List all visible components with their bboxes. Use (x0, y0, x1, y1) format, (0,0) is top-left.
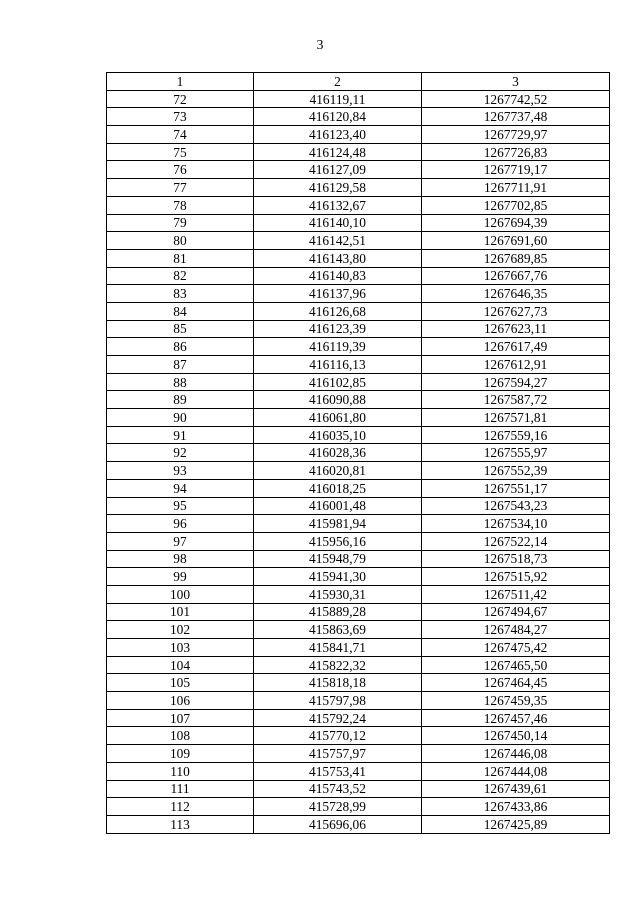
y-coordinate-cell: 1267623,11 (422, 320, 610, 338)
table-row (107, 639, 610, 657)
x-coordinate-cell: 415743,52 (254, 780, 422, 798)
x-coordinate-cell: 415792,24 (254, 709, 422, 727)
table-row (107, 497, 610, 515)
table-row (107, 745, 610, 763)
x-coordinate-cell: 416129,58 (254, 179, 422, 197)
y-coordinate-cell: 1267450,14 (422, 727, 610, 745)
x-coordinate-cell: 416137,96 (254, 285, 422, 303)
y-coordinate-cell: 1267627,73 (422, 302, 610, 320)
x-coordinate-cell: 415728,99 (254, 798, 422, 816)
point-number-cell: 80 (107, 232, 254, 250)
table-row (107, 267, 610, 285)
point-number-cell: 107 (107, 709, 254, 727)
x-coordinate-cell: 416142,51 (254, 232, 422, 250)
table-header-row (107, 73, 610, 91)
table-row (107, 656, 610, 674)
y-coordinate-cell: 1267711,91 (422, 179, 610, 197)
table-row (107, 727, 610, 745)
table-row (107, 320, 610, 338)
table-row (107, 108, 610, 126)
y-coordinate-cell: 1267552,39 (422, 462, 610, 480)
point-number-cell: 86 (107, 338, 254, 356)
x-coordinate-cell: 415981,94 (254, 515, 422, 533)
x-coordinate-cell: 416035,10 (254, 426, 422, 444)
y-coordinate-cell: 1267646,35 (422, 285, 610, 303)
y-coordinate-cell: 1267543,23 (422, 497, 610, 515)
point-number-cell: 75 (107, 143, 254, 161)
page-number: 3 (316, 38, 324, 53)
table-row (107, 532, 610, 550)
x-coordinate-cell: 416127,09 (254, 161, 422, 179)
table-row (107, 285, 610, 303)
point-number-cell: 92 (107, 444, 254, 462)
x-coordinate-cell: 416123,39 (254, 320, 422, 338)
x-coordinate-cell: 416119,39 (254, 338, 422, 356)
y-coordinate-cell: 1267729,97 (422, 126, 610, 144)
x-coordinate-cell: 415818,18 (254, 674, 422, 692)
table-row (107, 232, 610, 250)
point-number-cell: 88 (107, 373, 254, 391)
x-coordinate-cell: 416124,48 (254, 143, 422, 161)
point-number-cell: 103 (107, 639, 254, 657)
x-coordinate-cell: 416061,80 (254, 409, 422, 427)
point-number-cell: 85 (107, 320, 254, 338)
point-number-cell: 97 (107, 532, 254, 550)
point-number-cell: 83 (107, 285, 254, 303)
x-coordinate-cell: 416140,10 (254, 214, 422, 232)
table-row (107, 674, 610, 692)
table-row (107, 409, 610, 427)
table-row (107, 179, 610, 197)
y-coordinate-cell: 1267464,45 (422, 674, 610, 692)
table-row (107, 798, 610, 816)
point-number-cell: 76 (107, 161, 254, 179)
y-coordinate-cell: 1267689,85 (422, 249, 610, 267)
y-coordinate-cell: 1267719,17 (422, 161, 610, 179)
x-coordinate-cell: 415930,31 (254, 585, 422, 603)
y-coordinate-cell: 1267571,81 (422, 409, 610, 427)
table-row (107, 780, 610, 798)
x-coordinate-cell: 416123,40 (254, 126, 422, 144)
y-coordinate-cell: 1267559,16 (422, 426, 610, 444)
x-coordinate-cell: 415841,71 (254, 639, 422, 657)
x-coordinate-cell: 416020,81 (254, 462, 422, 480)
x-coordinate-cell: 415941,30 (254, 568, 422, 586)
table-row (107, 462, 610, 480)
x-coordinate-cell: 415696,06 (254, 815, 422, 833)
point-number-cell: 78 (107, 196, 254, 214)
point-number-cell: 84 (107, 302, 254, 320)
x-coordinate-cell: 415757,97 (254, 745, 422, 763)
point-number-cell: 99 (107, 568, 254, 586)
point-number-cell: 95 (107, 497, 254, 515)
x-coordinate-cell: 415822,32 (254, 656, 422, 674)
point-number-cell: 89 (107, 391, 254, 409)
table-row (107, 356, 610, 374)
point-number-cell: 81 (107, 249, 254, 267)
y-coordinate-cell: 1267555,97 (422, 444, 610, 462)
table-row (107, 373, 610, 391)
y-coordinate-cell: 1267465,50 (422, 656, 610, 674)
point-number-cell: 113 (107, 815, 254, 833)
table-row (107, 709, 610, 727)
y-coordinate-cell: 1267484,27 (422, 621, 610, 639)
table-row (107, 550, 610, 568)
table-row (107, 815, 610, 833)
y-coordinate-cell: 1267522,14 (422, 532, 610, 550)
y-coordinate-cell: 1267518,73 (422, 550, 610, 568)
x-coordinate-cell: 416126,68 (254, 302, 422, 320)
table-row (107, 621, 610, 639)
x-coordinate-cell: 416001,48 (254, 497, 422, 515)
x-coordinate-cell: 415956,16 (254, 532, 422, 550)
table-row (107, 214, 610, 232)
x-coordinate-cell: 415889,28 (254, 603, 422, 621)
table-row (107, 196, 610, 214)
table-row (107, 391, 610, 409)
point-number-cell: 74 (107, 126, 254, 144)
table-row (107, 161, 610, 179)
y-coordinate-cell: 1267494,67 (422, 603, 610, 621)
y-coordinate-cell: 1267617,49 (422, 338, 610, 356)
x-coordinate-cell: 416119,11 (254, 90, 422, 108)
point-number-cell: 90 (107, 409, 254, 427)
point-number-cell: 110 (107, 762, 254, 780)
point-number-cell: 93 (107, 462, 254, 480)
point-number-cell: 106 (107, 692, 254, 710)
x-coordinate-cell: 416143,80 (254, 249, 422, 267)
x-coordinate-cell: 416090,88 (254, 391, 422, 409)
x-coordinate-cell: 416116,13 (254, 356, 422, 374)
y-coordinate-cell: 1267433,86 (422, 798, 610, 816)
y-coordinate-cell: 1267534,10 (422, 515, 610, 533)
table-row (107, 143, 610, 161)
x-coordinate-cell: 415797,98 (254, 692, 422, 710)
y-coordinate-cell: 1267446,08 (422, 745, 610, 763)
y-coordinate-cell: 1267515,92 (422, 568, 610, 586)
column-header-3: 3 (422, 73, 610, 91)
table-row (107, 249, 610, 267)
x-coordinate-cell: 416140,83 (254, 267, 422, 285)
coordinates-table (106, 72, 610, 834)
y-coordinate-cell: 1267457,46 (422, 709, 610, 727)
table-row (107, 568, 610, 586)
y-coordinate-cell: 1267691,60 (422, 232, 610, 250)
column-header-2: 2 (254, 73, 422, 91)
table-row (107, 338, 610, 356)
point-number-cell: 96 (107, 515, 254, 533)
y-coordinate-cell: 1267612,91 (422, 356, 610, 374)
point-number-cell: 91 (107, 426, 254, 444)
point-number-cell: 109 (107, 745, 254, 763)
x-coordinate-cell: 415770,12 (254, 727, 422, 745)
table-body (107, 90, 610, 833)
x-coordinate-cell: 415948,79 (254, 550, 422, 568)
x-coordinate-cell: 416028,36 (254, 444, 422, 462)
y-coordinate-cell: 1267726,83 (422, 143, 610, 161)
table-row (107, 444, 610, 462)
point-number-cell: 77 (107, 179, 254, 197)
point-number-cell: 73 (107, 108, 254, 126)
y-coordinate-cell: 1267444,08 (422, 762, 610, 780)
table-row (107, 603, 610, 621)
y-coordinate-cell: 1267439,61 (422, 780, 610, 798)
table-row (107, 479, 610, 497)
y-coordinate-cell: 1267742,52 (422, 90, 610, 108)
point-number-cell: 100 (107, 585, 254, 603)
point-number-cell: 98 (107, 550, 254, 568)
table-row (107, 426, 610, 444)
y-coordinate-cell: 1267551,17 (422, 479, 610, 497)
point-number-cell: 102 (107, 621, 254, 639)
y-coordinate-cell: 1267694,39 (422, 214, 610, 232)
y-coordinate-cell: 1267667,76 (422, 267, 610, 285)
x-coordinate-cell: 416120,84 (254, 108, 422, 126)
point-number-cell: 108 (107, 727, 254, 745)
y-coordinate-cell: 1267511,42 (422, 585, 610, 603)
table-row (107, 585, 610, 603)
y-coordinate-cell: 1267425,89 (422, 815, 610, 833)
point-number-cell: 104 (107, 656, 254, 674)
y-coordinate-cell: 1267737,48 (422, 108, 610, 126)
point-number-cell: 112 (107, 798, 254, 816)
table-row (107, 762, 610, 780)
y-coordinate-cell: 1267459,35 (422, 692, 610, 710)
point-number-cell: 82 (107, 267, 254, 285)
x-coordinate-cell: 416132,67 (254, 196, 422, 214)
y-coordinate-cell: 1267475,42 (422, 639, 610, 657)
point-number-cell: 94 (107, 479, 254, 497)
point-number-cell: 111 (107, 780, 254, 798)
x-coordinate-cell: 416102,85 (254, 373, 422, 391)
point-number-cell: 72 (107, 90, 254, 108)
table-row (107, 126, 610, 144)
column-header-1: 1 (107, 73, 254, 91)
x-coordinate-cell: 416018,25 (254, 479, 422, 497)
y-coordinate-cell: 1267594,27 (422, 373, 610, 391)
x-coordinate-cell: 415753,41 (254, 762, 422, 780)
table-row (107, 90, 610, 108)
table-row (107, 692, 610, 710)
table-row (107, 302, 610, 320)
point-number-cell: 87 (107, 356, 254, 374)
y-coordinate-cell: 1267702,85 (422, 196, 610, 214)
point-number-cell: 79 (107, 214, 254, 232)
table-row (107, 515, 610, 533)
x-coordinate-cell: 415863,69 (254, 621, 422, 639)
y-coordinate-cell: 1267587,72 (422, 391, 610, 409)
point-number-cell: 105 (107, 674, 254, 692)
point-number-cell: 101 (107, 603, 254, 621)
